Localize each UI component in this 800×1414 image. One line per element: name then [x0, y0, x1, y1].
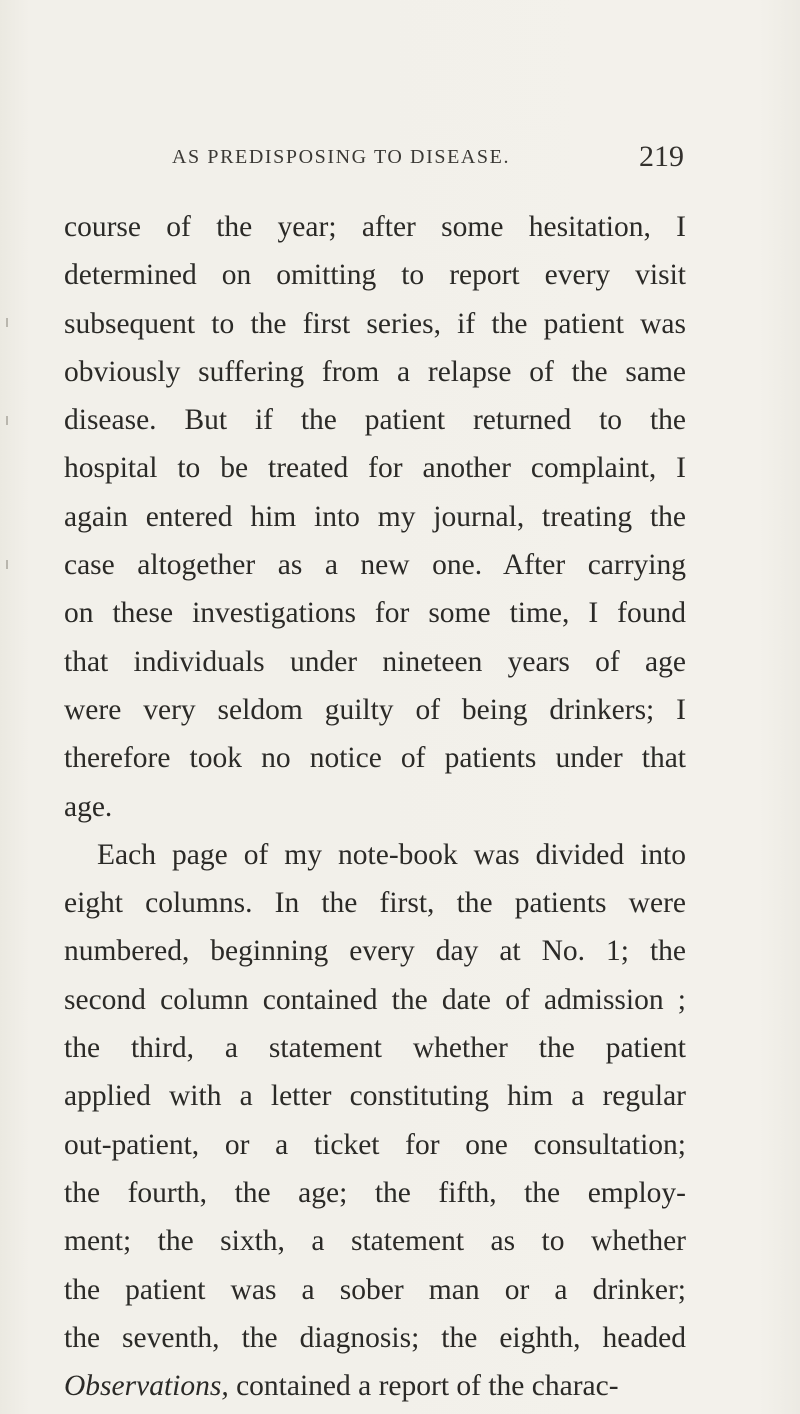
running-title: AS PREDISPOSING TO DISEASE.	[172, 146, 511, 168]
margin-mark	[6, 416, 8, 425]
margin-mark	[6, 560, 8, 569]
text-line: on these investigations for some time, I found	[64, 597, 686, 630]
text-line: numbered, beginning every day at No. 1; the	[64, 935, 686, 968]
text-fragment: contained a report of the charac-	[228, 1370, 619, 1403]
text-line: that individuals under nineteen years of age	[64, 645, 686, 678]
text-line: the fourth, the age; the fifth, the employ-	[64, 1176, 686, 1209]
text-line: the patient was a sober man or a drinker;	[64, 1273, 686, 1306]
text-line: disease. But if the patient returned to the	[64, 404, 686, 437]
text-line: the seventh, the diagnosis; the eighth, headed	[64, 1321, 686, 1354]
text-line: out-patient, or a ticket for one consultation;	[64, 1128, 686, 1161]
text-line: ment; the sixth, a statement as to whether	[64, 1225, 686, 1258]
text-line: course of the year; after some hesitation, I	[64, 211, 686, 243]
text-line: determined on omitting to report every visit	[64, 259, 686, 292]
italic-term: Observations,	[64, 1370, 229, 1403]
text-line: the third, a statement whether the patient	[64, 1032, 686, 1065]
paragraph-start-line: Each page of my note-book was divided into	[97, 838, 686, 871]
text-line: again entered him into my journal, treating the	[64, 500, 686, 533]
text-line: age.	[64, 790, 113, 823]
text-line: second column contained the date of admission ;	[64, 983, 686, 1016]
text-line: case altogether as a new one. After carrying	[64, 549, 686, 582]
text-line: hospital to be treated for another complaint, I	[64, 452, 686, 485]
text-line: applied with a letter constituting him a regular	[64, 1080, 686, 1113]
text-line-last	[64, 1362, 686, 1410]
text-line: were very seldom guilty of being drinkers; I	[64, 693, 686, 726]
body-text	[64, 203, 686, 1410]
text-line: subsequent to the first series, if the patient was	[64, 307, 686, 340]
page-number: 219	[639, 140, 684, 173]
text-line: eight columns. In the first, the patients were	[64, 887, 686, 920]
page-header	[172, 140, 684, 180]
margin-mark	[6, 318, 8, 327]
text-line: obviously suffering from a relapse of the same	[64, 355, 686, 388]
text-line: therefore took no notice of patients under that	[64, 742, 686, 775]
